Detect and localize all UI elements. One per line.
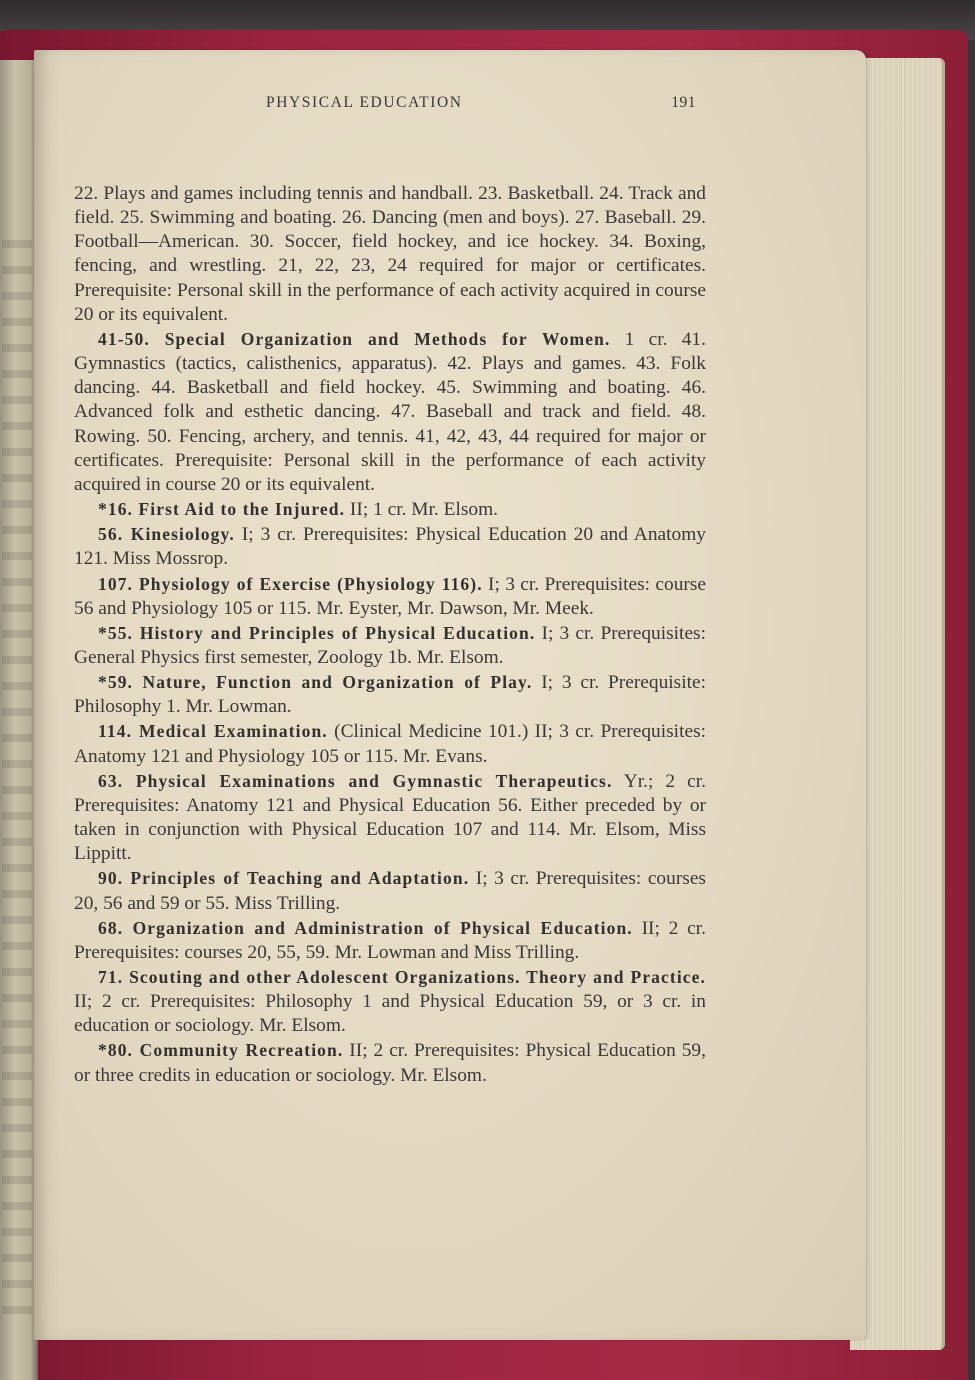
course-title: 41-50. Special Organization and Methods for Women. bbox=[98, 328, 611, 349]
course-title: 90. Principles of Teaching and Adaptation. bbox=[98, 868, 470, 889]
course-entry bbox=[74, 572, 706, 621]
course-description: I; 3 cr. Prerequisite: Philosophy 1. Mr. Lowman. bbox=[74, 672, 706, 718]
course-description: I; 3 cr. Prerequisites: course 56 and Physiology 105 or 115. Mr. Eyster, Mr. Dawson, Mr. Meek. bbox=[74, 573, 706, 619]
continuation-paragraph: 22. Plays and games including tennis and handball. 23. Basketball. 24. Track and field. 25. Swimming and boating. 26. Dancing (men and boys). 27. Baseball. 29. Football—American. 30. Soccer, field hockey, and ice hockey. 34. Boxing, fencing, and wrestling. 21, 22, 23, 24 required for major or certificates. Prerequisite: Personal skill in the performance of each activity acquired in course 20 or its equivalent. bbox=[74, 183, 706, 325]
course-entry bbox=[74, 866, 706, 915]
course-description: (Clinical Medicine 101.) II; 3 cr. Prerequisites: Anatomy 121 and Physiology 105 or 115. Mr. Evans. bbox=[74, 721, 706, 767]
course-entry bbox=[74, 965, 706, 1038]
facing-page-gutter bbox=[0, 60, 38, 1380]
course-description: II; 2 cr. Prerequisites: Physical Education 59, or three credits in education or sociology. Mr. Elsom. bbox=[74, 1040, 706, 1086]
course-description: II; 1 cr. Mr. Elsom. bbox=[349, 499, 499, 521]
course-title: *55. History and Principles of Physical Education. bbox=[98, 622, 536, 643]
course-entry bbox=[74, 916, 706, 965]
course-title: 63. Physical Examinations and Gymnastic Therapeutics. bbox=[98, 770, 613, 791]
course-description: II; 2 cr. Prerequisites: Philosophy 1 and Physical Education 59, or 3 cr. in education or sociology. Mr. Elsom. bbox=[74, 991, 706, 1037]
course-description: I; 3 cr. Prerequisites: General Physics first semester, Zoology 1b. Mr. Elsom. bbox=[74, 622, 706, 668]
course-title: 114. Medical Examination. bbox=[98, 721, 328, 742]
course-description: 1 cr. 41. Gymnastics (tactics, calisthenics, apparatus). 42. Plays and games. 43. Folk dancing. 44. Basketball and field hockey. 45. Swimming and boating. 46. Advanced folk and esthetic dancing. 47. Baseball and track and field. 48. Rowing. 50. Fencing, archery, and tennis. 41, 42, 43, 44 required for major or certificates. Prerequisite: Personal skill in the performance of each activity acquired in course 20 or its equivalent. bbox=[74, 328, 706, 495]
course-title: *80. Community Recreation. bbox=[98, 1040, 344, 1061]
course-entry bbox=[74, 522, 706, 571]
body-text bbox=[74, 182, 706, 1088]
course-description: I; 3 cr. Prerequisites: Physical Education 20 and Anatomy 121. Miss Mossrop. bbox=[74, 524, 706, 570]
course-title: 71. Scouting and other Adolescent Organizations. Theory and Practice. bbox=[98, 967, 706, 987]
course-entry bbox=[74, 621, 706, 670]
course-entry bbox=[74, 769, 706, 867]
course-entry bbox=[74, 670, 706, 719]
page-number: 191 bbox=[671, 94, 696, 111]
course-title: *16. First Aid to the Injured. bbox=[98, 499, 346, 520]
course-title: 107. Physiology of Exercise (Physiology 116). bbox=[98, 573, 483, 594]
running-head-title: PHYSICAL EDUCATION bbox=[266, 94, 463, 111]
running-head bbox=[226, 94, 696, 114]
course-entry bbox=[74, 719, 706, 768]
course-description: II; 2 cr. Prerequisites: courses 20, 55, 59. Mr. Lowman and Miss Trilling. bbox=[74, 917, 706, 963]
course-title: 56. Kinesiology. bbox=[98, 524, 235, 545]
course-entry bbox=[74, 497, 706, 522]
course-entry bbox=[74, 327, 706, 497]
course-title: 68. Organization and Administration of Physical Education. bbox=[98, 917, 633, 938]
course-entry bbox=[74, 1038, 706, 1087]
course-description: Yr.; 2 cr. Prerequisites: Anatomy 121 and Physical Education 56. Either preceded by or taken in conjunction with Physical Education 107 and 114. Mr. Elsom, Miss Lippitt. bbox=[74, 770, 706, 865]
course-title: *59. Nature, Function and Organization of Play. bbox=[98, 672, 533, 693]
facing-page-text-edges bbox=[2, 240, 32, 1320]
course-description: I; 3 cr. Prerequisites: courses 20, 56 and 59 or 55. Miss Trilling. bbox=[74, 868, 706, 914]
